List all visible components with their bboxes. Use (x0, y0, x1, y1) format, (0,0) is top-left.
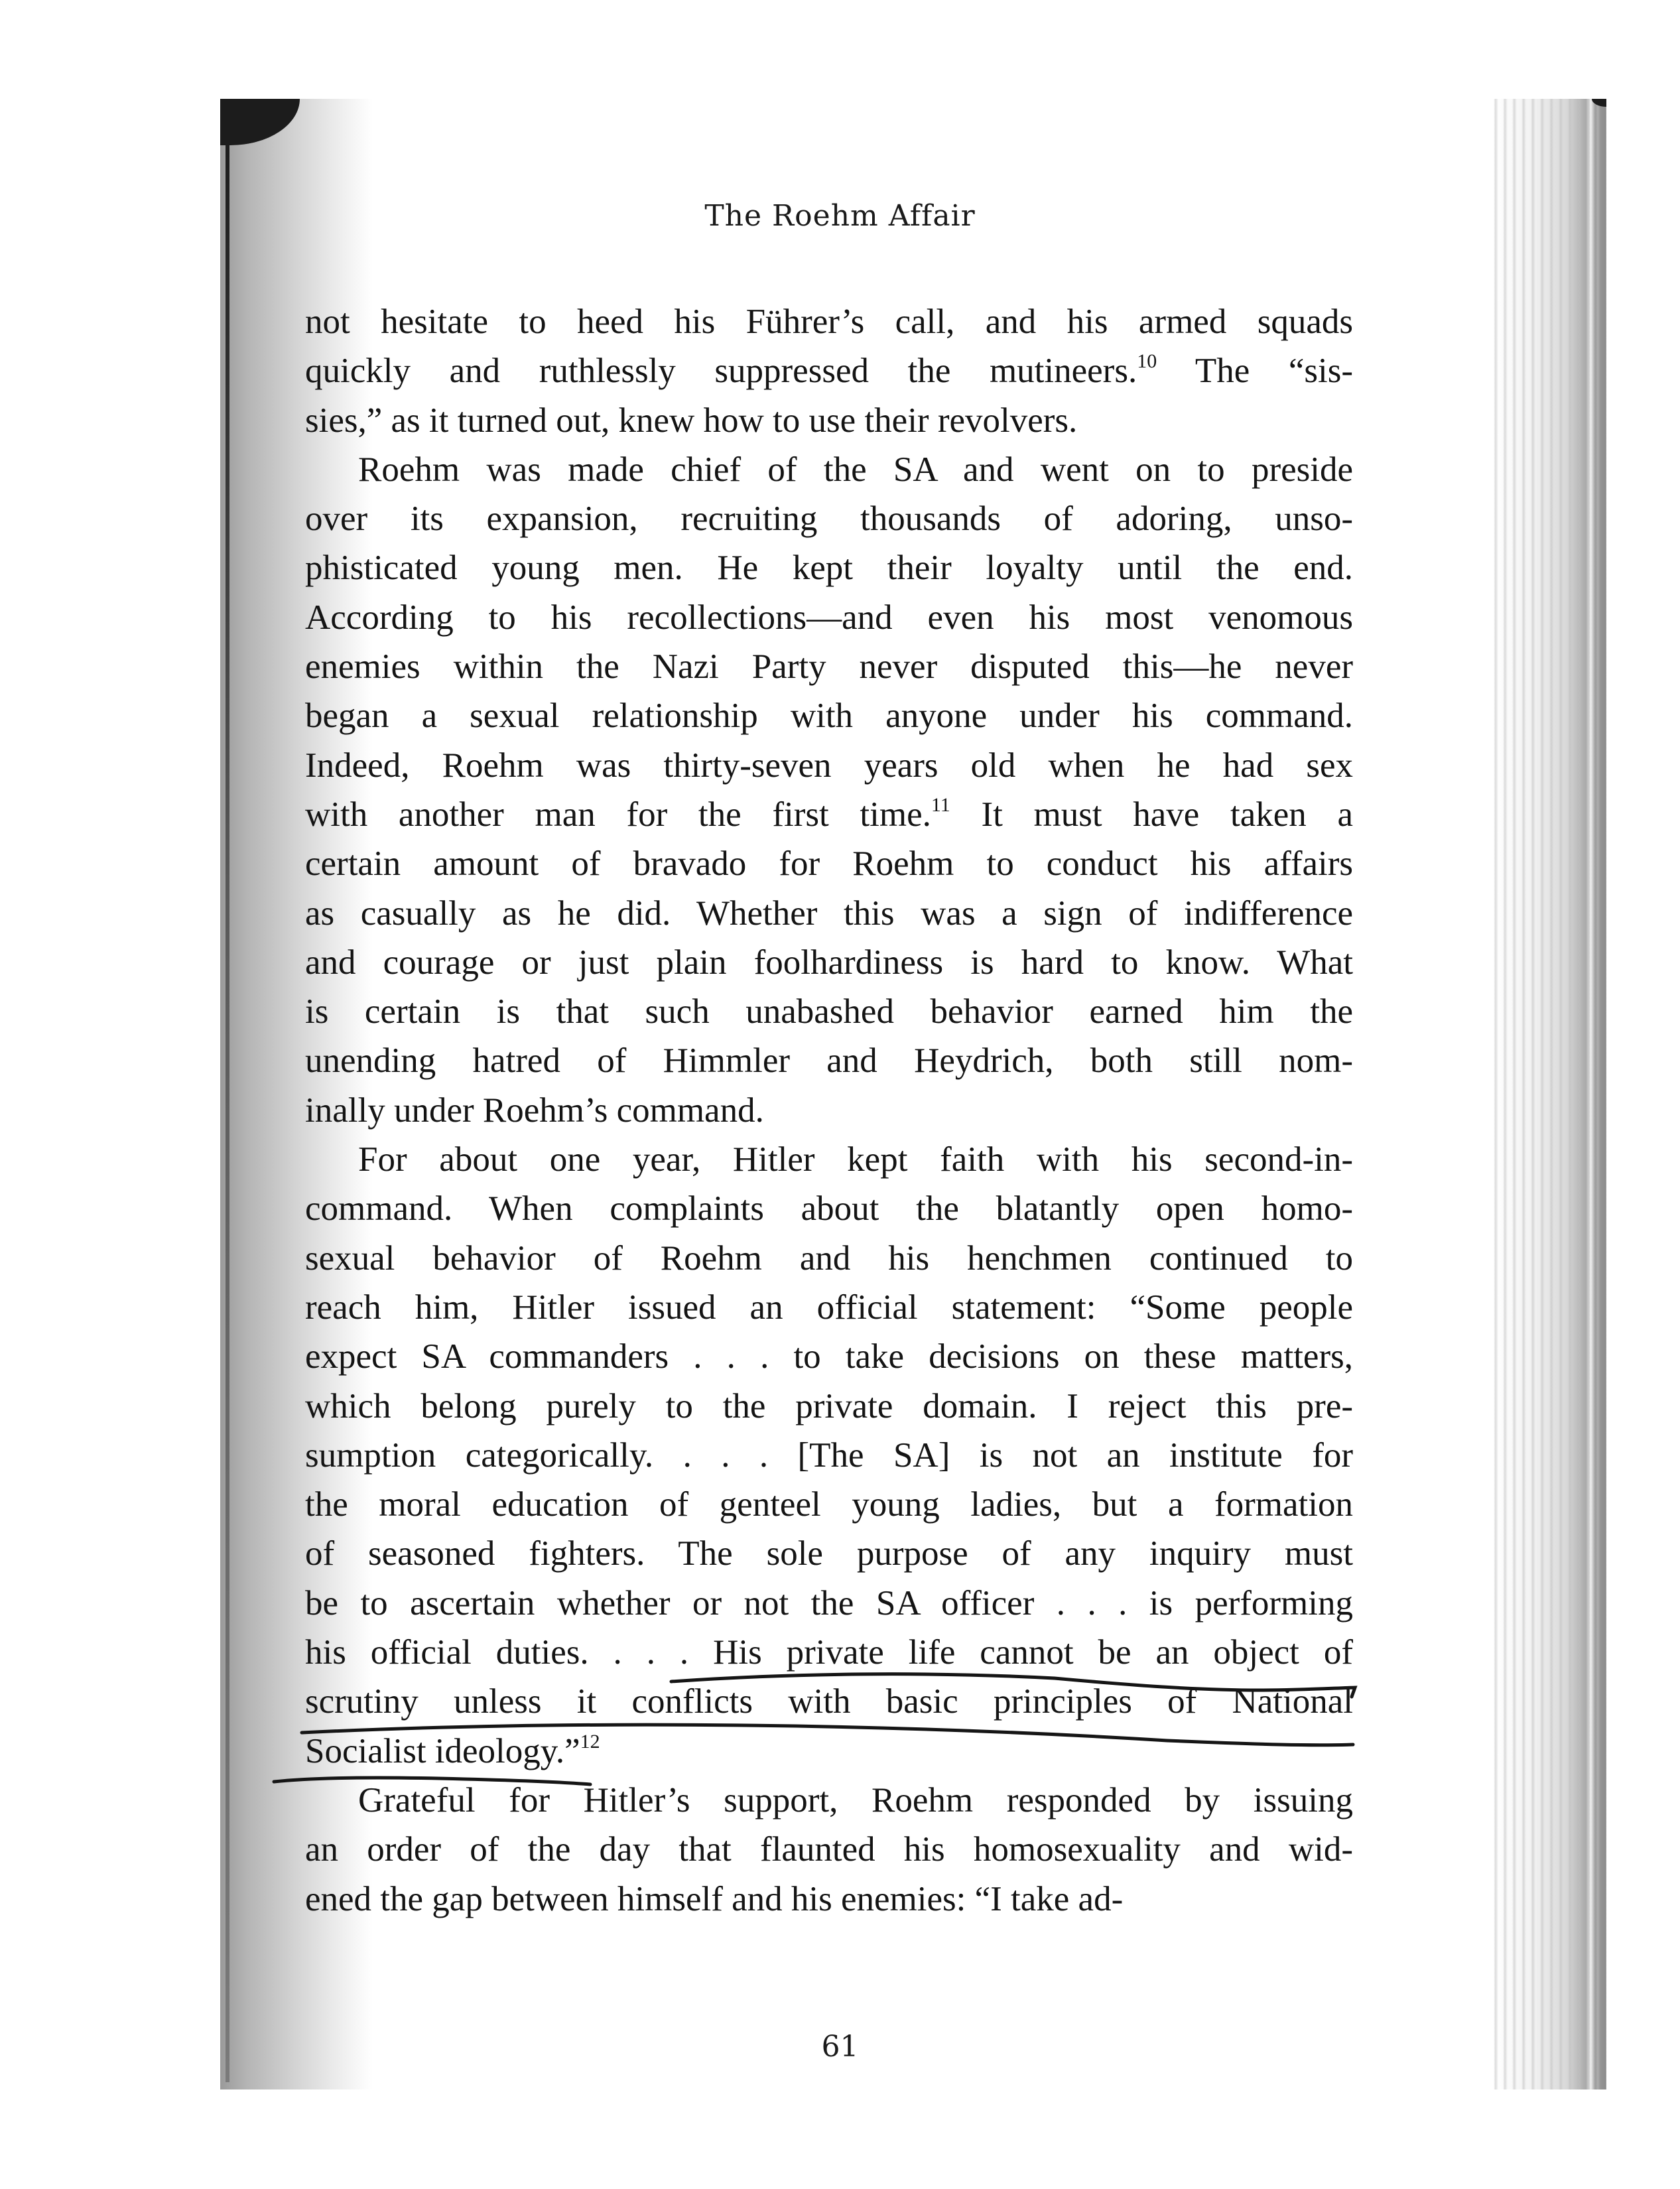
line-text: inally under Roehm’s command. (305, 1091, 764, 1130)
text-line (305, 1480, 1353, 1529)
line-text: unending hatred of Himmler and Heydrich, both still nom- (305, 1041, 1353, 1081)
text-line (305, 346, 1353, 395)
text-line (305, 1332, 1353, 1381)
line-text: and courage or just plain foolhardiness is hard to know. What (305, 943, 1353, 982)
line-text: an order of the day that flaunted his homosexuality and wid- (305, 1830, 1353, 1869)
line-text: sies,” as it turned out, knew how to use their revolvers. (305, 401, 1078, 440)
text-line (305, 297, 1353, 346)
line-text: which belong purely to the private domain. I reject this pre- (305, 1386, 1353, 1426)
text-line (305, 1283, 1353, 1332)
line-text: began a sexual relationship with anyone under his command. (305, 696, 1353, 736)
line-text: Socialist ideology.” (305, 1731, 580, 1770)
text-line (305, 1628, 1353, 1677)
line-text: is certain is that such unabashed behavior earned him the (305, 992, 1353, 1031)
line-text: with another man for the first time. (305, 795, 931, 834)
line-text: enemies within the Nazi Party never disputed this—he never (305, 647, 1353, 687)
line-text: Roehm was made chief of the SA and went on to preside (358, 450, 1353, 489)
line-text: quickly and ruthlessly suppressed the mutineers. (305, 352, 1137, 391)
line-text: his official duties. . . . His private life cannot be an object of (305, 1633, 1353, 1672)
text-line (305, 1875, 1353, 1924)
line-text: command. When complaints about the blatantly open homo- (305, 1189, 1353, 1228)
line-text: For about one year, Hitler kept faith with his second-in- (358, 1140, 1353, 1179)
text-line (305, 839, 1353, 888)
binding-edge-line (226, 125, 229, 2082)
text-line (305, 889, 1353, 938)
text-line (305, 396, 1353, 445)
text-line (305, 1382, 1353, 1431)
page-stack-edge (1494, 99, 1606, 2090)
line-text: the moral education of genteel young ladies, but a formation (305, 1485, 1353, 1524)
text-line (305, 1135, 1353, 1184)
line-text-continued: The “sis- (1157, 352, 1354, 391)
text-line (305, 691, 1353, 740)
line-text: phisticated young men. He kept their loyalty until the end. (305, 549, 1353, 588)
text-line (305, 1234, 1353, 1283)
text-line (305, 1579, 1353, 1628)
text-line (305, 1677, 1353, 1726)
text-line (305, 987, 1353, 1036)
text-line (305, 741, 1353, 790)
text-line (305, 1184, 1353, 1233)
text-line (305, 1825, 1353, 1874)
line-text: of seasoned fighters. The sole purpose of any inquiry must (305, 1534, 1353, 1573)
text-line (305, 642, 1353, 691)
text-line (305, 1776, 1353, 1825)
text-line (305, 593, 1353, 642)
running-head: The Roehm Affair (704, 199, 976, 233)
line-text-continued: It must have taken a (950, 795, 1353, 834)
footnote-ref: 11 (931, 793, 950, 816)
line-text: over its expansion, recruiting thousands of adoring, unso- (305, 499, 1353, 539)
footnote-ref: 10 (1137, 350, 1157, 373)
text-line (305, 1036, 1353, 1085)
line-text: Indeed, Roehm was thirty-seven years old when he had sex (305, 746, 1353, 785)
text-line (305, 1086, 1353, 1135)
page-number: 61 (821, 2030, 859, 2064)
line-text: ened the gap between himself and his enemies: “I take ad- (305, 1879, 1124, 1918)
line-text: According to his recollections—and even his most venomous (305, 598, 1353, 637)
line-text: reach him, Hitler issued an official statement: “Some people (305, 1288, 1353, 1327)
text-line (305, 790, 1353, 839)
body-text (305, 297, 1353, 1924)
line-text: not hesitate to heed his Führer’s call, and his armed squads (305, 302, 1353, 341)
text-line (305, 938, 1353, 987)
footnote-ref: 12 (580, 1730, 600, 1753)
text-line (305, 1727, 1353, 1776)
text-line (305, 494, 1353, 543)
line-text: expect SA commanders . . . to take decisions on these matters, (305, 1337, 1353, 1376)
line-text: certain amount of bravado for Roehm to conduct his affairs (305, 844, 1353, 884)
line-text: Grateful for Hitler’s support, Roehm responded by issuing (358, 1780, 1353, 1820)
line-text: sumption categorically. . . . [The SA] is not an institute for (305, 1435, 1353, 1475)
line-text: as casually as he did. Whether this was a sign of indifference (305, 894, 1353, 933)
text-line (305, 543, 1353, 592)
line-text: scrutiny unless it conflicts with basic principles of National (305, 1682, 1353, 1721)
line-text: be to ascertain whether or not the SA officer . . . is performing (305, 1583, 1353, 1623)
line-text: sexual behavior of Roehm and his henchmen continued to (305, 1238, 1353, 1278)
text-line (305, 1431, 1353, 1480)
text-line (305, 445, 1353, 494)
text-line (305, 1529, 1353, 1578)
